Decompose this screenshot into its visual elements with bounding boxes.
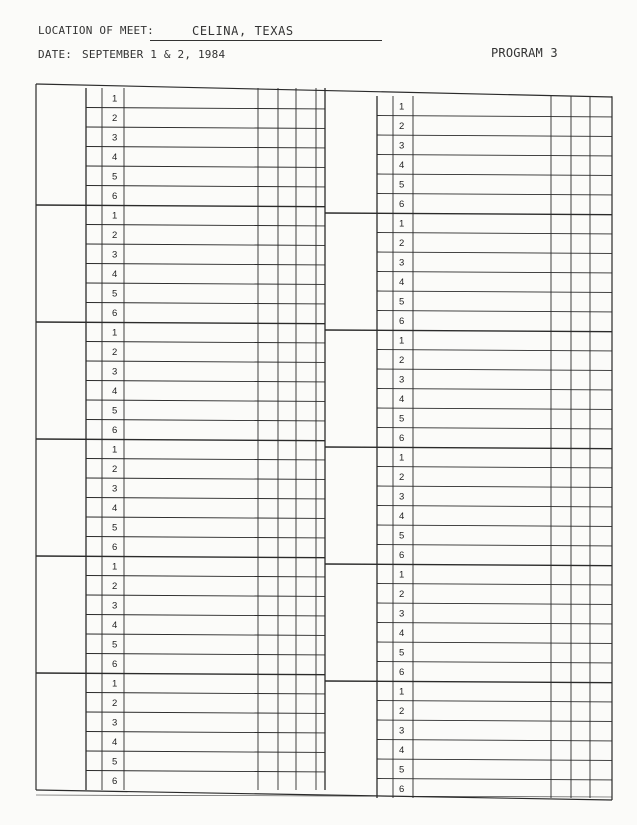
right-lane-rule — [377, 408, 612, 409]
left-lane-number: 6 — [112, 658, 118, 670]
left-lane-number: 5 — [112, 756, 118, 768]
right-lane-number: 2 — [399, 354, 405, 366]
right-lane-number: 6 — [399, 198, 405, 210]
right-lane-number: 5 — [399, 764, 405, 776]
right-heat-divider — [325, 681, 612, 683]
right-lane-number: 6 — [399, 783, 405, 795]
right-lane-number: 3 — [399, 257, 405, 269]
left-lane-number: 3 — [112, 717, 118, 729]
right-lane-number: 1 — [399, 569, 405, 581]
right-lane-number: 1 — [399, 101, 405, 113]
right-lane-number: 3 — [399, 608, 405, 620]
left-lane-rule — [86, 303, 325, 304]
right-heat-divider — [325, 213, 612, 215]
left-lane-rule — [86, 732, 325, 733]
right-lane-number: 5 — [399, 179, 405, 191]
left-lane-rule — [86, 634, 325, 635]
left-heat-divider — [36, 205, 325, 207]
left-lane-number: 1 — [112, 561, 118, 573]
right-lane-number: 6 — [399, 432, 405, 444]
left-lane-rule — [86, 361, 325, 362]
left-lane-number: 2 — [112, 463, 118, 475]
left-lane-rule — [86, 400, 325, 401]
left-lane-number: 6 — [112, 190, 118, 202]
left-lane-number: 2 — [112, 112, 118, 124]
left-lane-number: 3 — [112, 249, 118, 261]
left-lane-rule — [86, 225, 325, 226]
right-lane-rule — [377, 116, 612, 117]
left-lane-number: 3 — [112, 483, 118, 495]
right-lane-rule — [377, 174, 612, 175]
right-lane-rule — [377, 701, 612, 702]
right-lane-rule — [377, 623, 612, 624]
date-value: SEPTEMBER 1 & 2, 1984 — [82, 48, 226, 61]
left-lane-rule — [86, 498, 325, 499]
right-lane-number: 1 — [399, 686, 405, 698]
left-lane-number: 6 — [112, 424, 118, 436]
left-lane-rule — [86, 537, 325, 538]
left-lane-rule — [86, 283, 325, 284]
left-heat-divider — [36, 439, 325, 441]
left-lane-number: 4 — [112, 502, 118, 514]
right-lane-rule — [377, 467, 612, 468]
right-lane-rule — [377, 642, 612, 643]
right-lane-number: 3 — [399, 725, 405, 737]
left-lane-rule — [86, 615, 325, 616]
right-lane-number: 5 — [399, 647, 405, 659]
left-lane-rule — [86, 576, 325, 577]
date-label: DATE: — [38, 48, 73, 61]
left-lane-number: 3 — [112, 600, 118, 612]
left-lane-rule — [86, 147, 325, 148]
left-lane-number: 2 — [112, 580, 118, 592]
program-label: PROGRAM 3 — [491, 46, 558, 60]
form-bottom-border — [36, 790, 612, 800]
left-lane-number: 4 — [112, 385, 118, 397]
left-heat-divider — [36, 673, 325, 675]
right-lane-rule — [377, 428, 612, 429]
right-lane-number: 4 — [399, 627, 405, 639]
left-lane-number: 4 — [112, 736, 118, 748]
left-lane-rule — [86, 595, 325, 596]
left-lane-rule — [86, 108, 325, 109]
right-lane-number: 1 — [399, 452, 405, 464]
right-lane-number: 2 — [399, 237, 405, 249]
left-lane-rule — [86, 264, 325, 265]
left-lane-rule — [86, 381, 325, 382]
right-lane-number: 5 — [399, 296, 405, 308]
right-lane-number: 3 — [399, 140, 405, 152]
right-lane-rule — [377, 759, 612, 760]
right-lane-rule — [377, 584, 612, 585]
right-lane-number: 5 — [399, 530, 405, 542]
right-lane-number: 2 — [399, 588, 405, 600]
left-lane-number: 5 — [112, 405, 118, 417]
left-lane-rule — [86, 712, 325, 713]
right-lane-number: 6 — [399, 666, 405, 678]
left-lane-number: 1 — [112, 444, 118, 456]
right-lane-number: 1 — [399, 335, 405, 347]
location-value: CELINA, TEXAS — [192, 24, 294, 38]
right-lane-rule — [377, 135, 612, 136]
left-lane-number: 6 — [112, 541, 118, 553]
right-heat-divider — [325, 447, 612, 449]
right-lane-rule — [377, 740, 612, 741]
right-lane-number: 5 — [399, 413, 405, 425]
right-lane-rule — [377, 506, 612, 507]
left-lane-number: 5 — [112, 639, 118, 651]
right-lane-rule — [377, 350, 612, 351]
left-lane-number: 5 — [112, 171, 118, 183]
left-lane-rule — [86, 186, 325, 187]
left-lane-number: 1 — [112, 678, 118, 690]
left-heat-divider — [36, 322, 325, 324]
right-lane-number: 2 — [399, 705, 405, 717]
right-lane-rule — [377, 779, 612, 780]
left-lane-number: 2 — [112, 229, 118, 241]
right-lane-rule — [377, 525, 612, 526]
left-lane-rule — [86, 166, 325, 167]
location-label: LOCATION OF MEET: — [38, 24, 154, 37]
left-lane-number: 5 — [112, 522, 118, 534]
right-lane-number: 2 — [399, 120, 405, 132]
right-lane-number: 2 — [399, 471, 405, 483]
right-heat-divider — [325, 564, 612, 566]
left-lane-number: 4 — [112, 151, 118, 163]
right-lane-rule — [377, 155, 612, 156]
left-lane-number: 1 — [112, 327, 118, 339]
left-lane-number: 4 — [112, 619, 118, 631]
right-lane-number: 4 — [399, 159, 405, 171]
left-lane-rule — [86, 244, 325, 245]
left-lane-number: 1 — [112, 93, 118, 105]
right-lane-rule — [377, 252, 612, 253]
left-lane-rule — [86, 771, 325, 772]
left-lane-rule — [86, 342, 325, 343]
right-lane-rule — [377, 369, 612, 370]
left-lane-number: 3 — [112, 366, 118, 378]
right-lane-number: 4 — [399, 744, 405, 756]
right-lane-rule — [377, 233, 612, 234]
right-lane-number: 3 — [399, 374, 405, 386]
left-lane-rule — [86, 459, 325, 460]
left-lane-rule — [86, 420, 325, 421]
left-lane-rule — [86, 654, 325, 655]
right-lane-rule — [377, 603, 612, 604]
left-lane-number: 1 — [112, 210, 118, 222]
right-lane-number: 4 — [399, 510, 405, 522]
right-lane-rule — [377, 194, 612, 195]
left-lane-number: 2 — [112, 346, 118, 358]
left-heat-divider — [36, 556, 325, 558]
left-lane-number: 4 — [112, 268, 118, 280]
right-lane-number: 1 — [399, 218, 405, 230]
right-lane-rule — [377, 291, 612, 292]
left-lane-number: 3 — [112, 132, 118, 144]
left-lane-number: 5 — [112, 288, 118, 300]
left-lane-rule — [86, 517, 325, 518]
left-lane-rule — [86, 478, 325, 479]
right-lane-number: 6 — [399, 549, 405, 561]
right-lane-rule — [377, 662, 612, 663]
right-lane-rule — [377, 486, 612, 487]
left-lane-number: 6 — [112, 775, 118, 787]
form-top-border — [36, 84, 612, 97]
left-lane-rule — [86, 693, 325, 694]
left-lane-number: 6 — [112, 307, 118, 319]
right-heat-divider — [325, 330, 612, 332]
right-lane-rule — [377, 545, 612, 546]
right-lane-number: 3 — [399, 491, 405, 503]
right-lane-rule — [377, 272, 612, 273]
left-lane-rule — [86, 751, 325, 752]
right-lane-rule — [377, 311, 612, 312]
right-lane-rule — [377, 389, 612, 390]
right-lane-number: 6 — [399, 315, 405, 327]
right-lane-number: 4 — [399, 276, 405, 288]
right-lane-number: 4 — [399, 393, 405, 405]
left-lane-rule — [86, 127, 325, 128]
right-lane-rule — [377, 720, 612, 721]
left-lane-number: 2 — [112, 697, 118, 709]
